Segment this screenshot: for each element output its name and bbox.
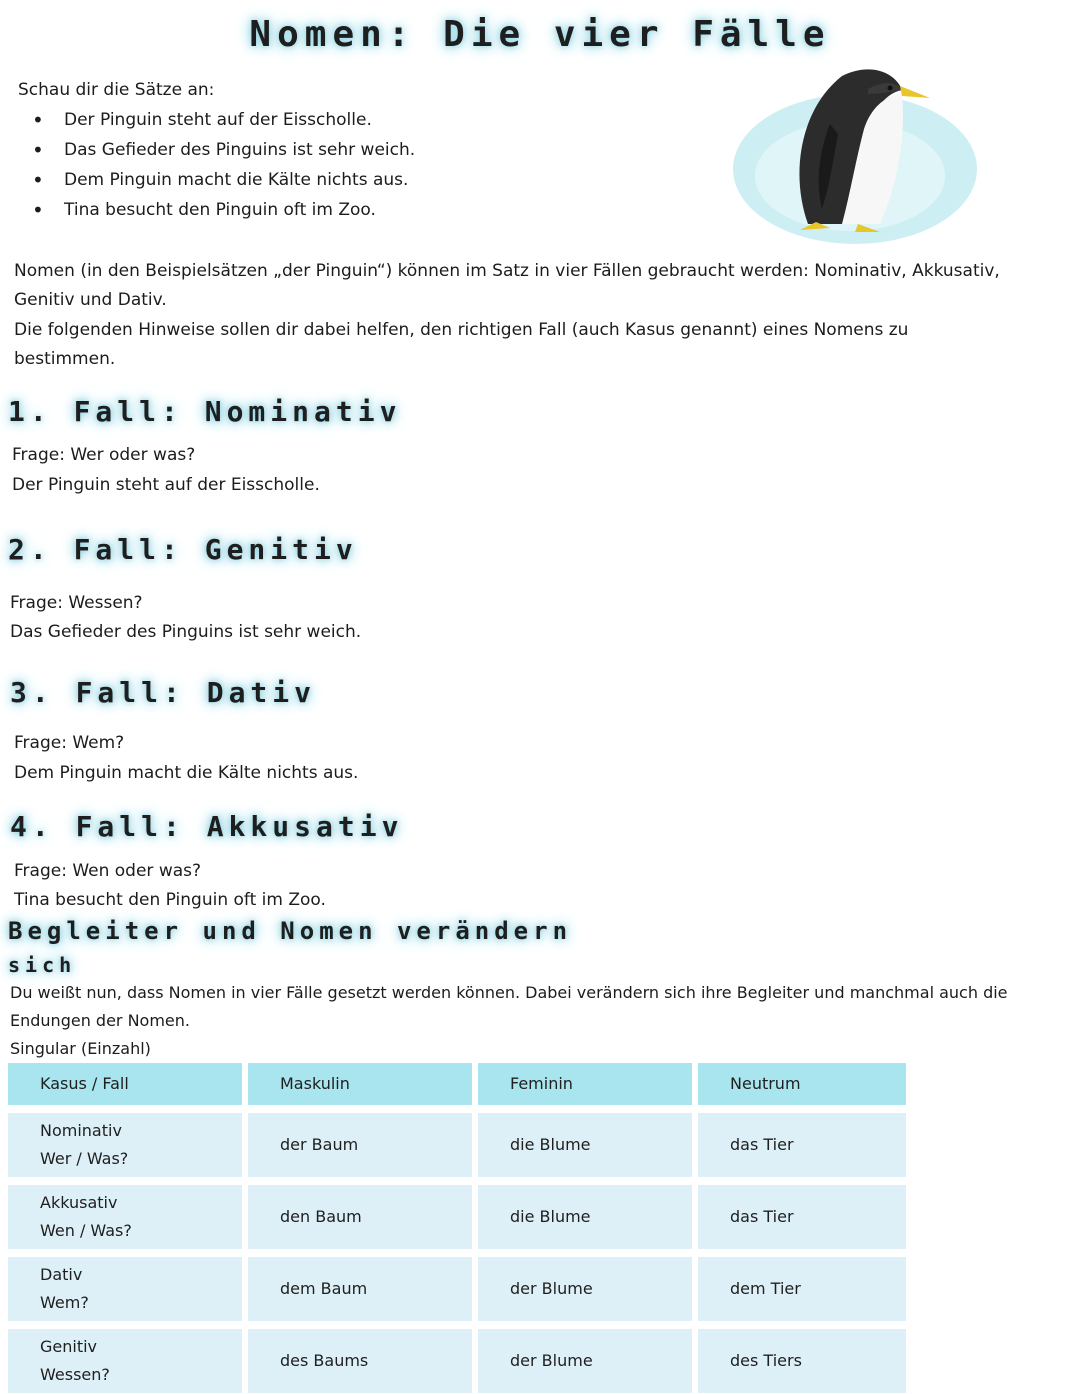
case-cell (8, 1185, 242, 1249)
case-name: Dativ (40, 1265, 83, 1284)
case-cell (8, 1113, 242, 1177)
explanation-paragraph: Die folgenden Hinweise sollen dir dabei helfen, den richtigen Fall (auch Kasus genannt) eines Nomens zu bestimmen. (14, 320, 909, 369)
section-question: Frage: Wen oder was? (14, 861, 202, 881)
case-name: Akkusativ (40, 1193, 118, 1212)
feminine-cell: der Blume (478, 1257, 692, 1321)
table-row (8, 1329, 908, 1393)
case-cell (8, 1329, 242, 1393)
case-question: Wessen? (40, 1365, 110, 1384)
example-list (18, 105, 718, 225)
neuter-cell: das Tier (698, 1113, 906, 1177)
list-item: • Dem Pinguin macht die Kälte nichts aus. (18, 165, 718, 195)
section-question: Frage: Wessen? (10, 593, 143, 613)
list-item: • Der Pinguin steht auf der Eisscholle. (18, 105, 718, 135)
page-title: Nomen: Die vier Fälle (249, 14, 831, 55)
section-example: Tina besucht den Pinguin oft im Zoo. (14, 890, 326, 910)
case-question: Wer / Was? (40, 1149, 129, 1168)
section-question: Frage: Wem? (14, 733, 125, 753)
feminine-cell: die Blume (478, 1113, 692, 1177)
explanation-paragraph: Nomen (in den Beispielsätzen „der Pinguin“) können im Satz in vier Fällen gebraucht werden: Nominativ, Akkusativ, Genitiv und Dativ. (14, 261, 1000, 310)
section-question: Frage: Wer oder was? (12, 445, 196, 465)
change-heading: Begleiter und Nomen verändern (8, 917, 573, 945)
neuter-cell: des Tiers (698, 1329, 906, 1393)
declension-table (8, 1063, 908, 1393)
section-example: Dem Pinguin macht die Kälte nichts aus. (14, 763, 359, 783)
section-example: Der Pinguin steht auf der Eisscholle. (12, 475, 320, 495)
list-item: • Das Gefieder des Pinguins ist sehr weich. (18, 135, 718, 165)
header-cell: Neutrum (698, 1063, 906, 1105)
case-question: Wem? (40, 1293, 89, 1312)
case-question: Wen / Was? (40, 1221, 132, 1240)
feminine-cell: der Blume (478, 1329, 692, 1393)
masculine-cell: der Baum (248, 1113, 472, 1177)
section-example: Das Gefieder des Pinguins ist sehr weich. (10, 622, 362, 642)
case-name: Nominativ (40, 1121, 122, 1140)
header-cell: Kasus / Fall (8, 1063, 242, 1105)
section-heading: 4. Fall: Akkusativ (10, 810, 404, 843)
section-heading: 3. Fall: Dativ (10, 676, 317, 709)
masculine-cell: dem Baum (248, 1257, 472, 1321)
intro-lead: Schau dir die Sätze an: (18, 80, 215, 100)
table-row (8, 1257, 908, 1321)
neuter-cell: das Tier (698, 1185, 906, 1249)
penguin-illustration (730, 64, 990, 254)
header-cell: Maskulin (248, 1063, 472, 1105)
table-row (8, 1113, 908, 1177)
header-cell: Feminin (478, 1063, 692, 1105)
table-row (8, 1185, 908, 1249)
change-paragraph: Du weißt nun, dass Nomen in vier Fälle gesetzt werden können. Dabei verändern sich ihre Begleiter und manchmal auch die Endungen der Nomen. (10, 983, 1008, 1030)
case-cell (8, 1257, 242, 1321)
singular-label: Singular (Einzahl) (10, 1039, 151, 1058)
change-heading-continued: sich (8, 953, 77, 977)
section-heading: 1. Fall: Nominativ (8, 395, 402, 428)
case-name: Genitiv (40, 1337, 98, 1356)
masculine-cell: den Baum (248, 1185, 472, 1249)
masculine-cell: des Baums (248, 1329, 472, 1393)
list-item: • Tina besucht den Pinguin oft im Zoo. (18, 195, 718, 225)
section-heading: 2. Fall: Genitiv (8, 533, 358, 566)
feminine-cell: die Blume (478, 1185, 692, 1249)
table-header-row (8, 1063, 908, 1105)
neuter-cell: dem Tier (698, 1257, 906, 1321)
